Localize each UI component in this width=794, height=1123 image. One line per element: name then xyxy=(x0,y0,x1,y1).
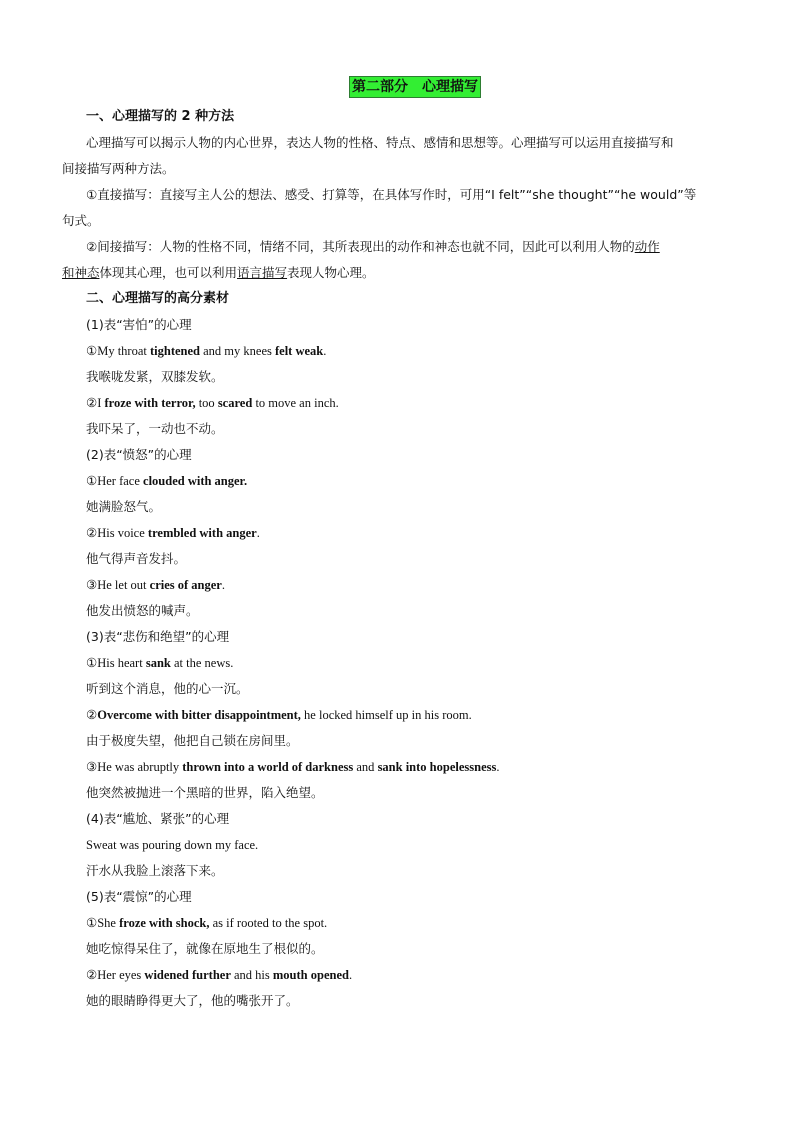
example-text: Her eyes xyxy=(97,968,145,982)
group3-example1 xyxy=(86,650,738,676)
indirect-text-3: 表现人物心理。 xyxy=(287,265,375,280)
section1-indirect-line1 xyxy=(86,234,738,260)
example-bold: sank xyxy=(145,656,171,670)
example-bold: mouth opened xyxy=(272,968,349,982)
group3-example3 xyxy=(86,754,738,780)
example-text: he locked himself up in his room. xyxy=(300,708,472,722)
example-number: ① xyxy=(86,656,98,670)
section2-heading: 二、心理描写的高分素材 xyxy=(86,291,230,306)
indirect-text-1: ②间接描写：人物的性格不同，情绪不同，其所表现出的动作和神态也就不同，因此可以利用人物的 xyxy=(86,239,635,254)
example-text: . xyxy=(496,760,500,774)
example-text: as if rooted to the spot. xyxy=(209,916,328,930)
indirect-underline-2: 和神态 xyxy=(62,265,100,280)
example-bold: scared xyxy=(217,396,253,410)
example-number: ② xyxy=(86,396,98,410)
section1-direct-line2 xyxy=(62,208,738,234)
indirect-underline-3: 语言描写 xyxy=(237,265,288,280)
example-bold: clouded with anger. xyxy=(143,474,248,488)
group2-example3-translation: 他发出愤怒的喊声。 xyxy=(86,603,199,618)
page-title: 第二部分 心理描写 xyxy=(349,76,481,98)
direct-text-2: 句式。 xyxy=(62,213,100,228)
example-text: . xyxy=(348,968,353,982)
section1-intro-line2 xyxy=(62,156,738,182)
group3-example3-translation: 他突然被抛进一个黑暗的世界，陷入绝望。 xyxy=(86,785,324,800)
example-number: ③ xyxy=(86,760,98,774)
group5-example2-translation: 她的眼睛睁得更大了，他的嘴张开了。 xyxy=(86,993,299,1008)
direct-text-1: ①直接描写：直接写主人公的想法、感受、打算等，在具体写作时，可用“I felt”“she thought”“he would”等 xyxy=(86,187,697,202)
example-text: and his xyxy=(230,968,273,982)
group4-label: (4)表“尴尬、紧张”的心理 xyxy=(86,811,230,826)
indirect-text-2: 体现其心理，也可以利用 xyxy=(99,265,238,280)
section1-indirect-line2 xyxy=(62,260,738,286)
example-text: His heart xyxy=(97,656,146,670)
example-bold: froze with shock, xyxy=(119,916,210,930)
example-text: His voice xyxy=(97,526,148,540)
example-text: and my knees xyxy=(200,344,275,358)
group1-example2-translation: 我吓呆了，一动也不动。 xyxy=(86,421,224,436)
example-bold: widened further xyxy=(144,968,231,982)
group5-example1 xyxy=(86,910,738,936)
example-text: at the news. xyxy=(170,656,234,670)
example-bold: froze with terror, xyxy=(104,396,196,410)
group2-example1-translation: 她满脸怒气。 xyxy=(86,499,162,514)
example-bold: trembled with anger xyxy=(147,526,257,540)
group2-label: (2)表“愤怒”的心理 xyxy=(86,447,192,462)
example-bold: cries of anger xyxy=(149,578,222,592)
example-text: . xyxy=(256,526,260,540)
group5-example1-translation: 她吃惊得呆住了，就像在原地生了根似的。 xyxy=(86,941,324,956)
example-text: . xyxy=(323,344,327,358)
group1-example2 xyxy=(86,390,738,416)
example-text: to move an inch. xyxy=(252,396,339,410)
title-row xyxy=(86,76,738,98)
example-text: Her face xyxy=(97,474,144,488)
intro-text-2: 间接描写两种方法。 xyxy=(62,161,175,176)
group1-example1-translation: 我喉咙发紧，双膝发软。 xyxy=(86,369,224,384)
example-number: ① xyxy=(86,916,98,930)
group2-example3 xyxy=(86,572,738,598)
intro-text-1: 心理描写可以揭示人物的内心世界，表达人物的性格、特点、感情和思想等。心理描写可以运用直接描写和 xyxy=(86,135,674,150)
group3-example2 xyxy=(86,702,738,728)
example-number: ③ xyxy=(86,578,98,592)
indirect-underline-1: 动作 xyxy=(634,239,660,254)
section1-intro-line1 xyxy=(86,130,738,156)
group2-example2-translation: 他气得声音发抖。 xyxy=(86,551,187,566)
example-text: He let out xyxy=(97,578,150,592)
example-bold: thrown into a world of darkness xyxy=(182,760,354,774)
example-text: and xyxy=(353,760,378,774)
example-text: too xyxy=(195,396,218,410)
example-number: ① xyxy=(86,474,98,488)
example-number: ② xyxy=(86,708,98,722)
example-number: ② xyxy=(86,526,98,540)
group2-example1 xyxy=(86,468,738,494)
group1-label: (1)表“害怕”的心理 xyxy=(86,317,192,332)
group4-example1: Sweat was pouring down my face. xyxy=(86,838,259,852)
example-bold: Overcome with bitter disappointment, xyxy=(97,708,301,722)
example-bold: tightened xyxy=(150,344,200,358)
example-text: She xyxy=(97,916,120,930)
group2-example2 xyxy=(86,520,738,546)
group1-example1 xyxy=(86,338,738,364)
example-text: My throat xyxy=(97,344,150,358)
group5-example2 xyxy=(86,962,738,988)
example-bold: felt weak xyxy=(274,344,324,358)
section1-direct-line1 xyxy=(86,182,738,208)
group3-example2-translation: 由于极度失望，他把自己锁在房间里。 xyxy=(86,733,299,748)
example-text: I xyxy=(97,396,105,410)
example-text: He was abruptly xyxy=(97,760,183,774)
example-number: ② xyxy=(86,968,98,982)
example-bold: sank into hopelessness xyxy=(377,760,497,774)
section1-heading: 一、心理描写的 2 种方法 xyxy=(86,109,235,124)
group3-example1-translation: 听到这个消息，他的心一沉。 xyxy=(86,681,249,696)
group4-example1-translation: 汗水从我脸上滚落下来。 xyxy=(86,863,224,878)
group3-label: (3)表“悲伤和绝望”的心理 xyxy=(86,629,230,644)
group5-label: (5)表“震惊”的心理 xyxy=(86,889,192,904)
example-text: . xyxy=(221,578,225,592)
example-number: ① xyxy=(86,344,98,358)
